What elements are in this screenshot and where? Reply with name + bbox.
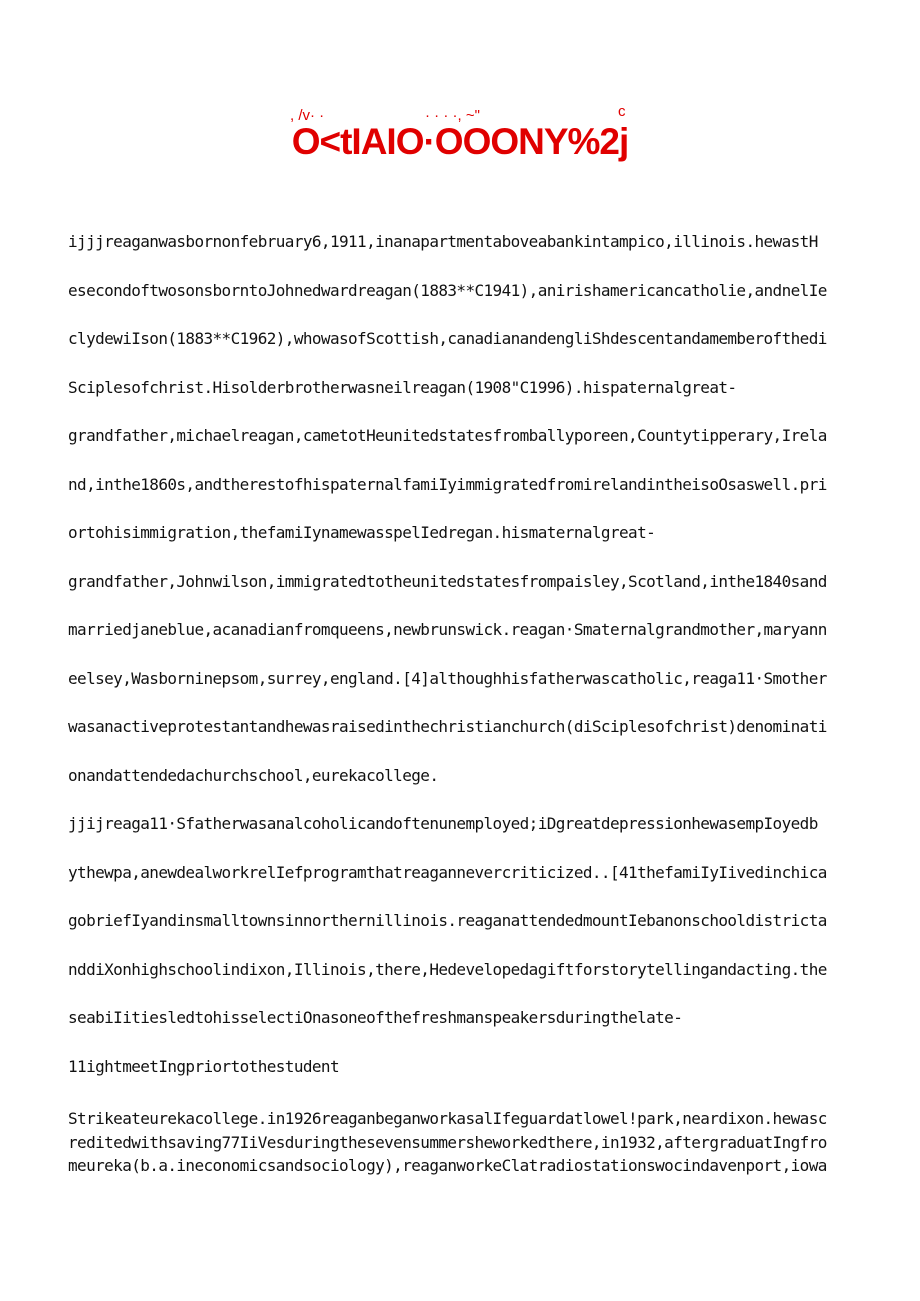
text-line: clydewiIson(1883**C1962),whowasofScottish,canadianandengliShdescentandamemberofthedi [68, 329, 827, 348]
text-line: ythewpa,anewdealworkrelIefprogramthatreagannevercriticized..[41thefamiIyIivedinchica [68, 862, 827, 882]
logo-mark-right: c [618, 103, 626, 120]
text-line: reditedwithsaving77IiVesduringthesevensummersheworkedthere,in1932,aftergraduatIngfro [68, 1132, 827, 1152]
paragraph-3 [68, 1109, 850, 1180]
text-line: nddiXonhighschoolindixon,Illinois,there,Hedevelopedagiftforstorytellingandacting.the [68, 959, 827, 979]
document-body [68, 232, 850, 1180]
logo-text: O<tIAIO·OOONY%2j [291, 121, 629, 162]
text-line: onandattendedachurchschool,eurekacollege. [68, 765, 439, 785]
logo-mark-mid: · · · ·, ~" [425, 107, 480, 124]
logo-mark-left: , /v· · [290, 107, 325, 124]
text-line: eelsey,Wasborninepsom,surrey,england.[4]althoughhisfatherwascatholic,reaga11·Smother [68, 668, 827, 688]
text-line: grandfather,michaelreagan,cametotHeunitedstatesfromballyporeen,Countytipperary,Irela [68, 426, 827, 445]
text-line: jjijreaga11·Sfatherwasanalcoholicandoftenunemployed;iDgreatdepressionhewasempIoyedb [68, 814, 818, 833]
text-line: ortohisimmigration,thefamiIynamewasspelIedregan.hismaternalgreat- [68, 523, 656, 542]
text-line: nd,inthe1860s,andtherestofhispaternalfamiIyimmigratedfromirelandintheisoOsaswell.pri [68, 474, 827, 494]
text-line: Strikeateurekacollege.in1926reaganbeganworkasalIfeguardatlowel!park,neardixon.hewasc [68, 1109, 827, 1128]
text-line: seabiIitiesledtohisselectiOnasoneofthefreshmanspeakersduringthelate- [68, 1008, 683, 1027]
text-line: ijjjreaganwasbornonfebruary6,1911,inanapartmentaboveabankintampico,illinois.hewastH [68, 232, 818, 251]
text-line: marriedjaneblue,acanadianfromqueens,newbrunswick.reagan·Smaternalgrandmother,maryann [68, 620, 827, 639]
paragraph-1 [68, 232, 850, 814]
text-line: wasanactiveprotestantandhewasraisedinthechristianchurch(diSciplesofchrist)denominati [68, 717, 827, 736]
text-line: esecondoftwosonsborntoJohnedwardreagan(1883**C1941),anirishamericancatholie,andnelIe [68, 280, 827, 300]
text-line: Sciplesofchrist.Hisolderbrotherwasneilreagan(1908"C1996).hispaternalgreat- [68, 377, 737, 397]
text-line: 11ightmeetIngpriortothestudent [68, 1056, 339, 1076]
paragraph-2 [68, 814, 850, 1105]
text-line: gobriefIyandinsmalltownsinnorthernillinois.reaganattendedmountIebanonschooldistricta [68, 911, 827, 930]
text-line: meureka(b.a.ineconomicsandsociology),reaganworkeClatradiostationswocindavenport,iowa [68, 1156, 827, 1175]
text-line: grandfather,Johnwilson,immigratedtotheunitedstatesfrompaisley,Scotland,inthe1840sand [68, 571, 827, 591]
